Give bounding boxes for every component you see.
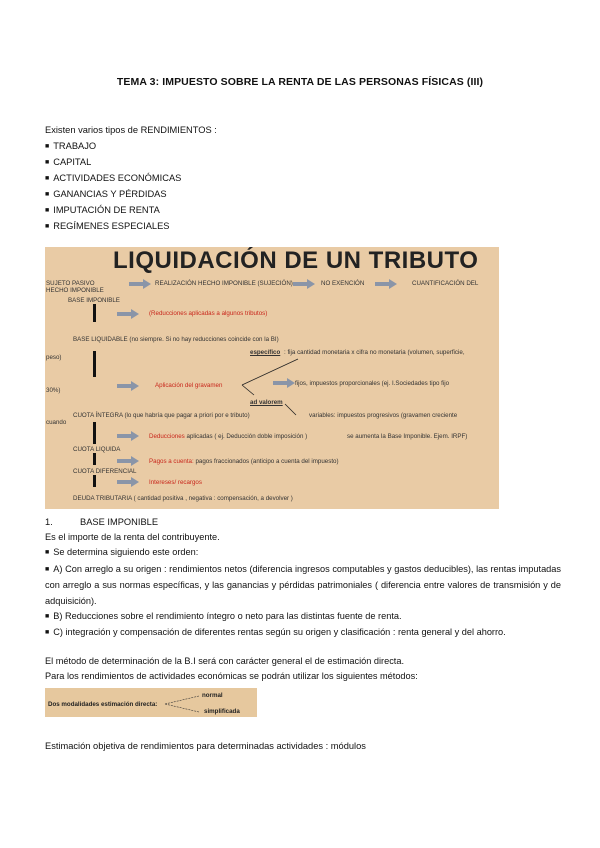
arrow-icon xyxy=(117,477,139,487)
pagos-line xyxy=(149,458,339,465)
flow-bar xyxy=(93,475,96,487)
paragraph: Para los rendimientos de actividades económicas se podrán utilizar los siguientes métodos: xyxy=(45,671,418,682)
paragraph: El método de determinación de la B.I será con carácter general el de estimación directa. xyxy=(45,656,405,666)
cuota-liquida-label: CUOTA LIQUIDA xyxy=(73,446,121,453)
cuando-label: cuando xyxy=(46,419,67,426)
paragraph: Es el importe de la renta del contribuyente. xyxy=(45,532,220,542)
cuantificacion-label: CUANTIFICACIÓN DEL xyxy=(412,280,479,287)
pct-label: 30%) xyxy=(46,387,61,394)
liquidacion-diagram xyxy=(45,247,499,509)
flow-bar xyxy=(93,453,96,465)
list-item: ■ A) Con arreglo a su origen : rendimientos netos (diferencia ingresos computables y gastos deducibles), las rentas imputadas con arreglo a sus normas específicas, y las ganancias y pérdidas patrimoniales ( diferencia entre valores de transmisión y de adquisición). xyxy=(45,562,561,609)
branch-lines xyxy=(163,691,203,715)
list-item: ■ GANANCIAS Y PÉRDIDAS xyxy=(45,188,167,202)
arrow-icon xyxy=(117,309,139,319)
sujeto-label: SUJETO PASIVO xyxy=(46,280,95,287)
deuda-label: DEUDA TRIBUTARIA ( cantidad positiva , negativa : compensación, a devolver ) xyxy=(73,495,293,502)
branch-lines xyxy=(240,353,310,397)
aumenta-label: se aumenta la Base Imponible. Ejem. IRPF) xyxy=(347,433,468,440)
list-item: ■ TRABAJO xyxy=(45,140,96,154)
arrow-icon xyxy=(293,279,315,289)
list-item: ■ C) integración y compensación de diferentes rentas según su origen y clasificación : renta general y del ahorro. xyxy=(45,625,561,641)
arrow-icon xyxy=(117,381,139,391)
deducciones-text: aplicadas ( ej. Deducción doble imposición ) xyxy=(184,433,308,440)
page-title: TEMA 3: IMPUESTO SOBRE LA RENTA DE LAS PERSONAS FÍSICAS (III) xyxy=(116,76,484,88)
aplicacion-label: Aplicación del gravamen xyxy=(155,382,223,389)
no-exencion-label: NO EXENCIÓN xyxy=(321,280,365,287)
flow-bar xyxy=(93,351,96,377)
pagos-red: Pagos a cuenta: xyxy=(149,458,194,465)
list-item: ■ CAPITAL xyxy=(45,156,91,170)
cuota-integra-label: CUOTA ÍNTEGRA (lo que habría que pagar a priori por e tributo) xyxy=(73,412,250,419)
ad-valorem-label: ad valorem xyxy=(250,399,283,406)
diagram-heading: LIQUIDACIÓN DE UN TRIBUTO xyxy=(113,247,479,274)
normal-label: normal xyxy=(202,692,223,699)
metodo-block xyxy=(45,654,561,685)
reducciones-label: (Reducciones aplicadas a algunos tributos) xyxy=(149,310,268,317)
deducciones-line xyxy=(149,433,307,440)
peso-label: peso) xyxy=(46,354,62,361)
pagos-text: pagos fraccionados (anticipo a cuenta del impuesto) xyxy=(193,458,339,465)
variables-label: variables: impuestos progresivos (gravamen creciente xyxy=(309,412,458,419)
intereses-label: Intereses/ recargos xyxy=(149,479,202,486)
fijos-label: fijos, impuestos proporcionales (ej. I.Sociedades tipo fijo xyxy=(295,380,450,387)
list-item: ■ ACTIVIDADES ECONÓMICAS xyxy=(45,172,181,186)
hecho-label: HECHO IMPONIBLE xyxy=(46,287,104,294)
base-imponible-body xyxy=(45,530,561,642)
objetiva-text: Estimación objetiva de rendimientos para determinadas actividades : módulos xyxy=(45,741,366,751)
especifico-desc: : fija cantidad monetaria x cifra no monetaria (volumen, superficie, xyxy=(284,349,465,356)
modalidades-diagram xyxy=(45,688,257,717)
especifico-label: específico xyxy=(250,349,281,356)
flow-bar xyxy=(93,304,96,322)
section-number: 1. xyxy=(45,517,53,527)
list-item: ■ REGÍMENES ESPECIALES xyxy=(45,220,169,234)
base-imponible-label: BASE IMPONIBLE xyxy=(68,297,120,304)
base-liquidable-label: BASE LIQUIDABLE (no siempre. Si no hay reducciones coincide con la BI) xyxy=(73,336,279,343)
cuota-diferencial-label: CUOTA DIFERENCIAL xyxy=(73,468,137,475)
list-item: ■ B) Reducciones sobre el rendimiento íntegro o neto para las distintas fuente de renta. xyxy=(45,609,561,625)
list-item: ■ Se determina siguiendo este orden: xyxy=(45,545,561,561)
arrow-icon xyxy=(375,279,397,289)
flow-bar xyxy=(93,422,96,444)
intro-text: Existen varios tipos de RENDIMIENTOS : xyxy=(45,125,217,135)
branch-lines xyxy=(283,402,299,418)
arrow-icon xyxy=(129,279,151,289)
deducciones-red: Deducciones xyxy=(149,433,185,440)
section-title: BASE IMPONIBLE xyxy=(80,517,159,527)
simplificada-label: simplificada xyxy=(204,708,240,715)
arrow-icon xyxy=(273,378,295,388)
arrow-icon xyxy=(117,431,139,441)
arrow-icon xyxy=(117,456,139,466)
list-item: ■ IMPUTACIÓN DE RENTA xyxy=(45,204,160,218)
realizacion-label: REALIZACIÓN HECHO IMPONIBLE (SUJECIÓN) xyxy=(155,280,293,287)
modalidades-label: Dos modalidades estimación directa: xyxy=(48,701,158,708)
